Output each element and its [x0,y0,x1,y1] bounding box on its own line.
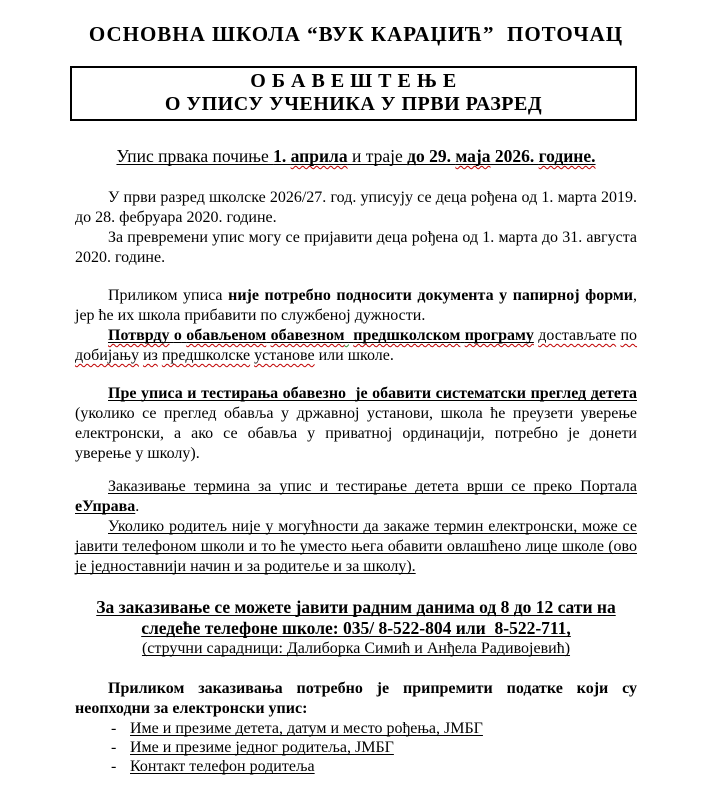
list-item-text: Име и презиме једног родитеља, ЈМБГ [130,739,394,756]
list-item [75,738,637,757]
paragraph-phone-scheduling: Уколико родитељ није у могућности да закаже термин електронски, може се јавити телефоном школи и то ће уместо њега обавити овлашћено лице школе (ово је једноставнији начин и за родитеље и за школу). [75,518,637,575]
paragraph-early-enrollment: За превремени упис могу се пријавити деца рођена од 1. марта до 31. августа 2020. године. [75,229,637,266]
paragraph-scheduling-portal: Заказивање термина за упис и тестирање детета врши се преко Портала еУправа. [75,478,637,515]
list-item [75,757,637,776]
school-name-title: ОСНОВНА ШКОЛА “ВУК КАРАЏИЋ” ПОТОЧАЦ [88,22,624,46]
paragraph-phone-numbers: За заказивање се можете јавити радним данима од 8 до 12 сати на следеће телефоне школе: 035/ 8-522-804 или 8-522-711, [96,597,616,638]
paragraphs-container [75,144,637,719]
paragraph-birth-date-range: У први разред школске 2026/27. год. уписују се деца рођена од 1. марта 2019. до 28. фебруара 2020. године. [75,189,637,226]
paragraph-enrollment-period: Упис првака почиње 1. априла и траје до 29. маја 2026. године. [116,146,596,166]
paragraph-preschool-certificate: Потврду о обављеном обавезном предшколском програму достављате по добијању из предшколске установе или школе. [75,327,638,364]
notice-title-line2: О УПИСУ УЧЕНИКА У ПРВИ РАЗРЕД [164,93,543,115]
paragraph-medical-exam: Пре уписа и тестирања обавезно је обавити систематски преглед детета (уколико се преглед обавља у државној установи, школа ће преузети уверење електронски, а ако се обавља у приватној ординацији, потребно је донети уверење у школу). [75,385,637,462]
list-item-marker: - [111,720,117,737]
list-item-marker: - [111,758,117,775]
paragraph-required-data-intro: Приликом заказивања потребно је припремити податке који су неопходни за електронски упис: [75,680,637,717]
notice-title-line1: О Б А В Е Ш Т Е Њ Е [250,70,457,92]
paragraph-staff-names: (стручни сарадници: Далиборка Симић и Анђела Радивојевић) [141,640,571,657]
list-item-text: Контакт телефон родитеља [130,758,315,775]
notice-title-box [70,66,637,121]
paragraph-no-paper-documents: Приликом уписа није потребно подносити документа у папирној форми, јер ће их школа прибавити по службеној дужности. [75,287,638,324]
list-item-marker: - [111,739,117,756]
list-item [75,719,637,738]
required-data-list [75,719,637,776]
list-item-text: Име и презиме детета, датум и место рођења, ЈМБГ [130,720,483,737]
